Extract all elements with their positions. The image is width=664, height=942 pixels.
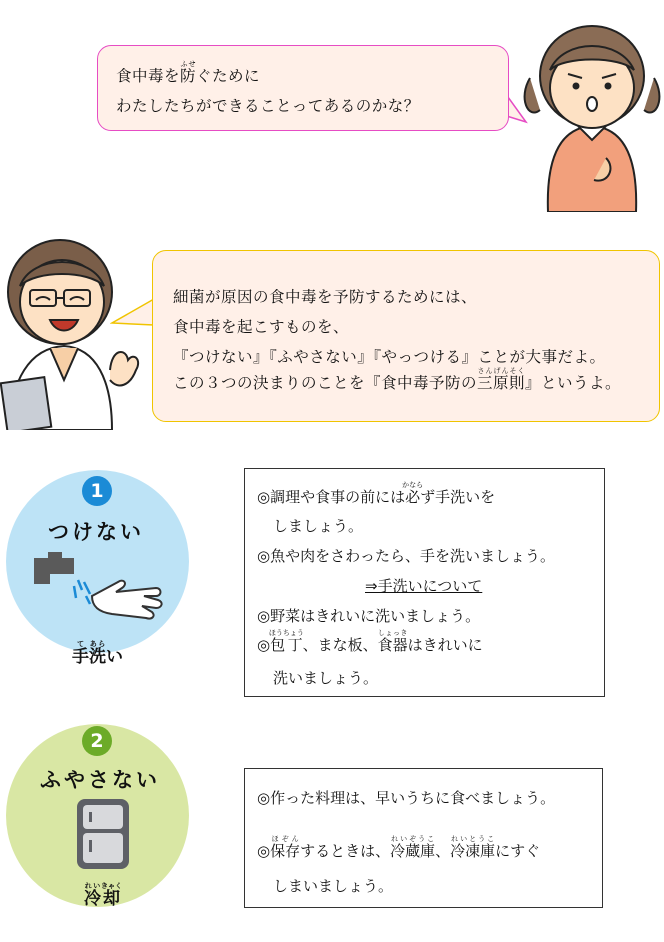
teacher-speech-bubble bbox=[152, 250, 660, 422]
handwash-link[interactable]: ⇒手洗いについて bbox=[365, 577, 483, 595]
rule-2-item-1: ◎作った料理は、早いうちに食べましょう。 bbox=[257, 789, 556, 807]
rule-2-label: 冷れい却きゃく bbox=[84, 882, 122, 909]
teacher-line-2: 食中毒を起こすものを、 bbox=[173, 318, 350, 336]
girl-line-1: 食中毒を防ふせぐために bbox=[116, 60, 261, 85]
rule-2-box bbox=[244, 768, 603, 908]
rule-1-box bbox=[244, 468, 605, 697]
rule-1-item-1: ◎調理や食事の前には必かならず手洗いを bbox=[257, 481, 496, 506]
teacher-bubble-tail bbox=[110, 295, 156, 335]
hand-icon bbox=[88, 574, 170, 622]
teacher-line-4: この３つの決まりのことを『食中毒予防の三原則さんげんそく』というよ。 bbox=[173, 367, 622, 392]
rule-1-title: つけない bbox=[48, 520, 144, 544]
rule-2-item-2: ◎保存ほぞんするときは、冷蔵庫れいぞうこ、冷凍庫れいとうこにすぐ bbox=[257, 835, 541, 860]
girl-speech-bubble bbox=[97, 45, 509, 131]
rule-2-badge: 2 bbox=[82, 726, 112, 756]
refrigerator-icon bbox=[74, 796, 132, 872]
rule-1-label: 手て洗あらい bbox=[72, 640, 123, 667]
rule-1-item-2: ◎魚や肉をさわったら、手を洗いましょう。 bbox=[257, 547, 555, 565]
teacher-line-3: 『つけない』『ふやさない』『やっつける』ことが大事だよ。 bbox=[173, 348, 606, 366]
girl-thinking-illustration bbox=[520, 8, 664, 212]
rule-1-item-4-cont: 洗いましょう。 bbox=[273, 669, 379, 687]
rule-1-badge: 1 bbox=[82, 476, 112, 506]
rule-2-title: ふやさない bbox=[40, 768, 160, 792]
rule-1-item-1-cont: しましょう。 bbox=[273, 517, 364, 535]
rule-2-item-2-cont: しまいましょう。 bbox=[273, 877, 394, 895]
girl-line-2: わたしたちができることってあるのかな？ bbox=[116, 97, 420, 115]
rule-1-item-4: ◎包丁ほうちょう、まな板、食器しょっきはきれいに bbox=[257, 629, 483, 654]
teacher-line-1: 細菌が原因の食中毒を予防するためには、 bbox=[173, 288, 478, 306]
rule-1-item-3: ◎野菜はきれいに洗いましょう。 bbox=[257, 607, 481, 625]
